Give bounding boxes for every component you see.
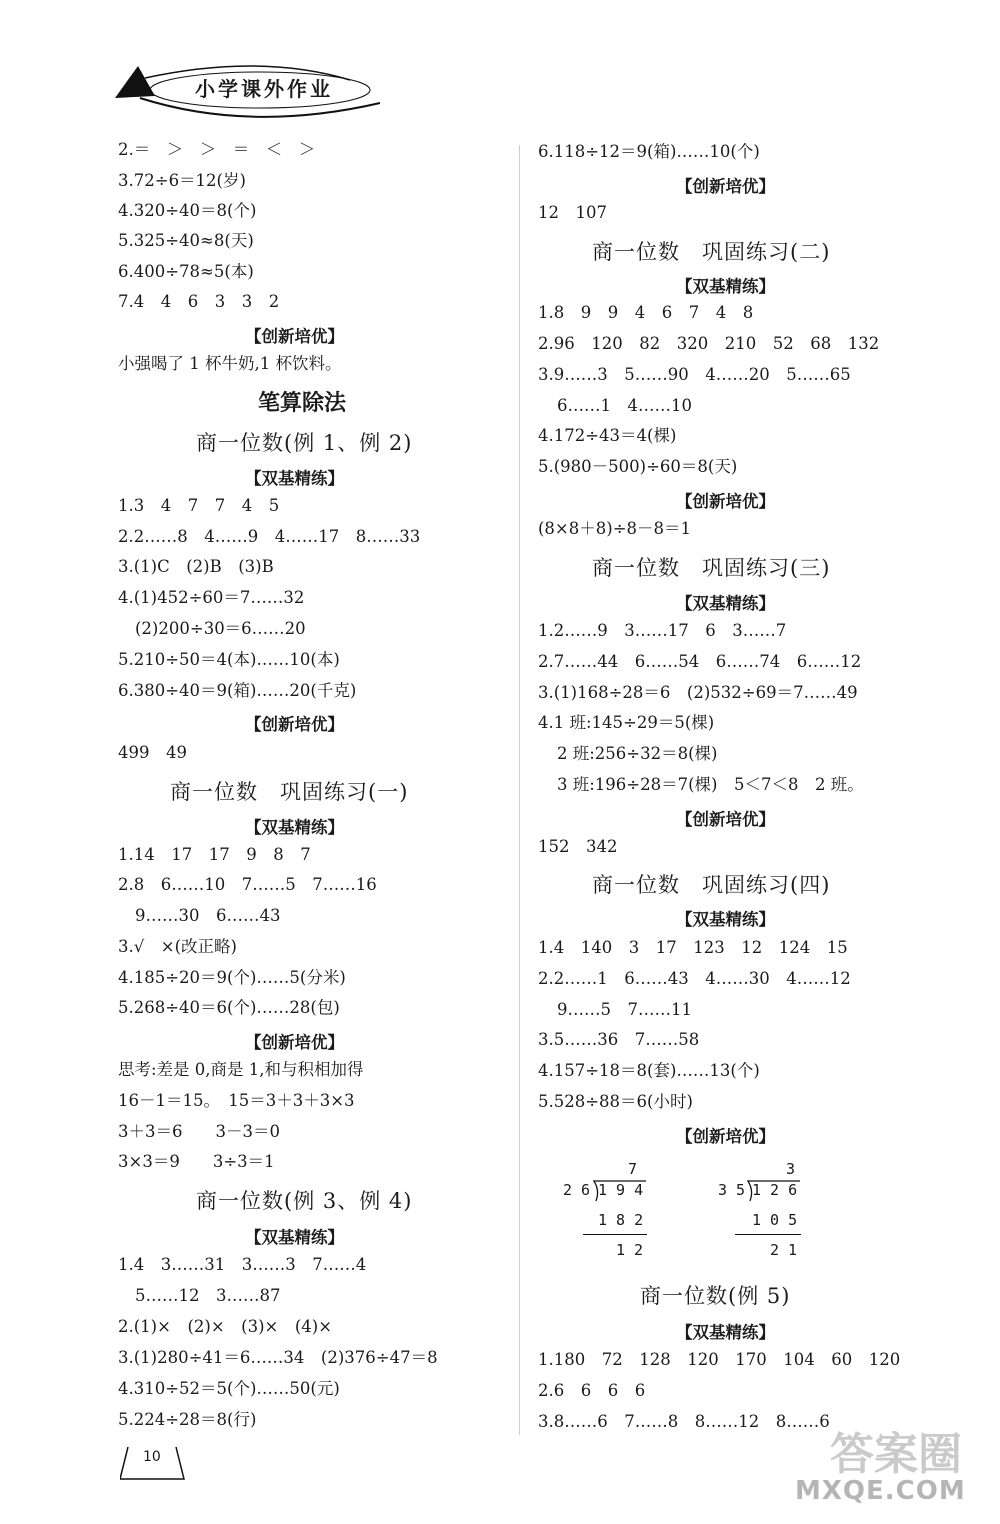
division-product: 1 0 5 [752, 1211, 798, 1229]
header-title: 小学课外作业 [195, 77, 333, 101]
page-number-box [120, 1445, 185, 1481]
division-divisor: 3 5 [718, 1181, 746, 1199]
division-dividend: 1 9 4 [598, 1181, 644, 1199]
division-line [583, 1234, 647, 1235]
answer-line: 9……30 6……43 [135, 906, 281, 925]
answer-line: 12 107 [538, 203, 607, 222]
answer-line: 2.7……44 6……54 6……74 6……12 [538, 652, 862, 671]
division-quotient: 7 [628, 1160, 638, 1178]
subsection-heading: 商一位数(例 5) [640, 1284, 791, 1308]
subsection-heading: 商一位数(例 1、例 2) [196, 431, 413, 455]
answer-line: 5……12 3……87 [135, 1286, 281, 1305]
answer-line: 1.2……9 3……17 6 3……7 [538, 621, 787, 640]
answer-line: 3＋3＝6 3－3＝0 [118, 1122, 280, 1141]
answer-line: 3.(1)280÷41＝6……34 (2)376÷47＝8 [118, 1348, 438, 1367]
answer-line: 5.(980－500)÷60＝8(天) [538, 457, 738, 476]
answer-line: 5.224÷28＝8(行) [118, 1410, 257, 1429]
answer-line: (8×8＋8)÷8－8＝1 [538, 519, 692, 538]
answer-line: 2.＝ ＞ ＞ ＝ ＜ ＞ [118, 140, 316, 159]
answer-line: 1.4 3……31 3……3 7……4 [118, 1255, 367, 1274]
answer-line: 2.8 6……10 7……5 7……16 [118, 875, 377, 894]
answer-line: 6.400÷78≈5(本) [118, 262, 254, 281]
section-tag: 【创新培优】 [676, 1127, 775, 1146]
subsection-heading: 商一位数 巩固练习(三) [592, 556, 831, 580]
section-tag: 【双基精练】 [245, 1228, 344, 1247]
section-tag: 【创新培优】 [676, 810, 775, 829]
answer-line: 499 49 [118, 743, 187, 762]
answer-line: 2.(1)× (2)× (3)× (4)× [118, 1317, 333, 1336]
answer-line: 思考:差是 0,商是 1,和与积相加得 [118, 1060, 364, 1079]
answer-line: 3.(1)168÷28＝6 (2)532÷69＝7……49 [538, 683, 858, 702]
answer-line: 2 班:256÷32＝8(棵) [557, 744, 718, 763]
answer-line: 3.5……36 7……58 [538, 1030, 700, 1049]
watermark [790, 1418, 990, 1518]
division-divisor: 2 6 [563, 1181, 591, 1199]
answer-line: 3×3＝9 3÷3＝1 [118, 1152, 275, 1171]
section-tag: 【双基精练】 [676, 910, 775, 929]
column-divider [519, 145, 520, 1435]
section-tag: 【双基精练】 [676, 1323, 775, 1342]
answer-line: 4.185÷20＝9(个)……5(分米) [118, 968, 346, 987]
answer-line: 6.118÷12＝9(箱)……10(个) [538, 142, 760, 161]
answer-line: 1.8 9 9 4 6 7 4 8 [538, 303, 754, 322]
subsection-heading: 商一位数(例 3、例 4) [196, 1189, 413, 1213]
page-number: 10 [143, 1449, 161, 1465]
answer-line: 1.4 140 3 17 123 12 124 15 [538, 938, 848, 957]
answer-line: 3.9……3 5……90 4……20 5……65 [538, 365, 851, 384]
section-tag: 【创新培优】 [245, 715, 344, 734]
answer-line: 4.172÷43＝4(棵) [538, 426, 677, 445]
section-tag: 【双基精练】 [245, 469, 344, 488]
answer-line: 4.320÷40＝8(个) [118, 201, 257, 220]
section-tag: 【双基精练】 [676, 594, 775, 613]
answer-line: 6……1 4……10 [557, 396, 692, 415]
division-dividend: 1 2 6 [752, 1181, 798, 1199]
section-tag: 【创新培优】 [676, 177, 775, 196]
answer-line: 7.4 4 6 3 3 2 [118, 292, 280, 311]
answer-line: 2.2……8 4……9 4……17 8……33 [118, 527, 421, 546]
answer-line: 小强喝了 1 杯牛奶,1 杯饮料。 [118, 354, 342, 373]
section-tag: 【创新培优】 [676, 492, 775, 511]
section-heading: 笔算除法 [258, 391, 347, 416]
answer-line: 152 342 [538, 837, 618, 856]
section-tag: 【双基精练】 [245, 818, 344, 837]
division-remainder: 1 2 [616, 1241, 644, 1259]
watermark-url: MXQE.COM [795, 1476, 966, 1506]
answer-line: 3.8……6 7……8 8……12 8……6 [538, 1412, 830, 1431]
division-line [735, 1234, 801, 1235]
answer-line: 3.72÷6＝12(岁) [118, 171, 246, 190]
answer-line: 2.6 6 6 6 [538, 1381, 646, 1400]
answer-line: 16－1＝15。 15＝3＋3＋3×3 [118, 1091, 355, 1110]
answer-line: 5.325÷40≈8(天) [118, 231, 254, 250]
answer-line: 3 班:196÷28＝7(棵) 5＜7＜8 2 班。 [557, 775, 864, 794]
answer-line: (2)200÷30＝6……20 [135, 619, 306, 638]
answer-line: 4.157÷18＝8(套)……13(个) [538, 1061, 760, 1080]
answer-line: 5.210÷50＝4(本)……10(本) [118, 650, 340, 669]
division-quotient: 3 [786, 1160, 796, 1178]
answer-line: 2.96 120 82 320 210 52 68 132 [538, 334, 880, 353]
answer-line: 9……5 7……11 [557, 1000, 692, 1019]
division-remainder: 2 1 [770, 1241, 798, 1259]
section-tag: 【双基精练】 [676, 277, 775, 296]
answer-line: 2.2……1 6……43 4……30 4……12 [538, 969, 851, 988]
answer-line: 1.180 72 128 120 170 104 60 120 [538, 1350, 901, 1369]
answer-line: 4.(1)452÷60＝7……32 [118, 588, 305, 607]
header-banner [110, 58, 390, 118]
subsection-heading: 商一位数 巩固练习(一) [170, 780, 409, 804]
section-tag: 【创新培优】 [245, 327, 344, 346]
answer-line: 3.(1)C (2)B (3)B [118, 557, 274, 576]
answer-line: 5.268÷40＝6(个)……28(包) [118, 998, 340, 1017]
answer-line: 6.380÷40＝9(箱)……20(千克) [118, 681, 357, 700]
answer-line: 1.14 17 17 9 8 7 [118, 845, 311, 864]
subsection-heading: 商一位数 巩固练习(二) [592, 240, 831, 264]
answer-line: 1.3 4 7 7 4 5 [118, 496, 280, 515]
watermark-logo: 答案圈 [830, 1429, 962, 1480]
answer-line: 3.√ ×(改正略) [118, 937, 237, 956]
answer-line: 4.1 班:145÷29＝5(棵) [538, 713, 715, 732]
section-tag: 【创新培优】 [245, 1033, 344, 1052]
answer-line: 5.528÷88＝6(小时) [538, 1092, 693, 1111]
answer-line: 4.310÷52＝5(个)……50(元) [118, 1379, 340, 1398]
division-product: 1 8 2 [598, 1211, 644, 1229]
subsection-heading: 商一位数 巩固练习(四) [592, 873, 831, 897]
